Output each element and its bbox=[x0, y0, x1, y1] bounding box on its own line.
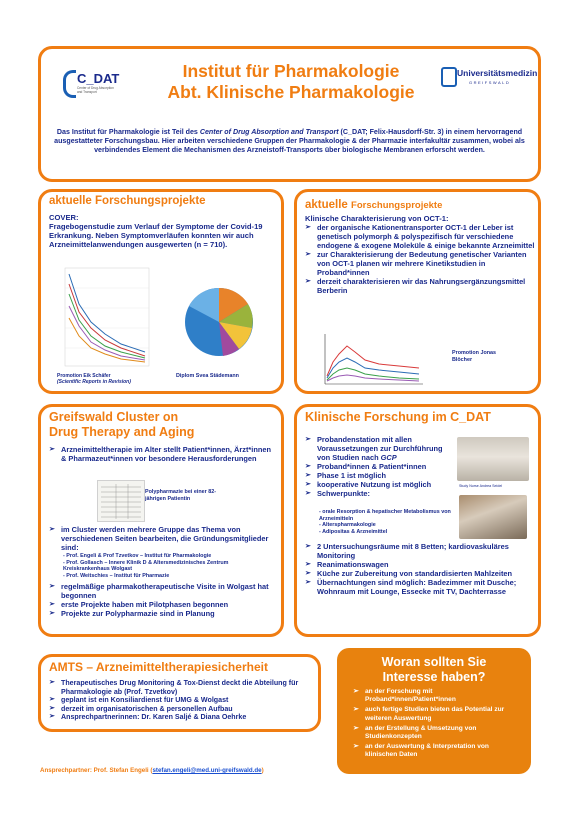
cdat-logo-sub: Center of Drug Absorption and Transport bbox=[77, 86, 114, 94]
umg-logo-sub: GREIFSWALD bbox=[469, 80, 511, 85]
cluster-list-b bbox=[49, 525, 277, 552]
clinical-item-9: ➢ Übernachtungen sind möglich: Badezimmer mit Dusche; Wohnraum mit Lounge, Essecke mit TV, Dachterrasse bbox=[305, 578, 535, 596]
interest-item-1 bbox=[353, 688, 523, 704]
clinical-sub-3: - Adipositas & Arzneimittel bbox=[319, 528, 388, 535]
cdat-logo bbox=[63, 64, 120, 104]
box-oct1 bbox=[294, 189, 541, 394]
oct1-heading: Klinische Charakterisierung von OCT-1: bbox=[305, 214, 449, 223]
cover-pie-chart bbox=[181, 284, 257, 360]
box-cover-title: aktuelle Forschungsprojekte bbox=[49, 195, 206, 207]
cluster-title-2: Drug Therapy and Aging bbox=[49, 425, 195, 439]
oct1-kinetics-svg bbox=[319, 332, 427, 388]
clinical-item-1-text: Probandenstation mit allen Voraussetzungen zur Durchführung von Studien nach bbox=[317, 435, 443, 462]
footer-contact bbox=[40, 767, 264, 774]
intro-text bbox=[53, 128, 526, 155]
polypharmacy-image bbox=[97, 480, 145, 522]
intro-italic: Center of Drug Absorption and Transport bbox=[199, 128, 339, 136]
box-cluster bbox=[38, 404, 284, 637]
clinical-sub-2: - Alterspharmakologie bbox=[319, 522, 376, 529]
amts-list bbox=[49, 679, 314, 722]
intro-part-1: Das Institut für Pharmakologie ist Teil des bbox=[56, 128, 200, 136]
interest-item-4 bbox=[353, 743, 523, 759]
photo-caption: Study Nurse Andrea Seidel bbox=[459, 484, 503, 488]
header-box bbox=[38, 46, 541, 182]
oct1-title-big: aktuelle bbox=[305, 199, 352, 211]
cluster-list-c bbox=[49, 582, 277, 618]
clinical-item-1-italic: GCP bbox=[380, 453, 397, 462]
clinical-item-1 bbox=[305, 435, 455, 462]
clinical-list-a bbox=[305, 435, 455, 498]
interest-arrow-icon: ➢ bbox=[353, 688, 359, 695]
clinical-item-4: ➢ kooperative Nutzung ist möglich bbox=[305, 480, 455, 489]
amts-item-3: ➢ derzeit im organisatorischen & personellen Aufbau bbox=[49, 705, 314, 714]
oct1-item-3: ➢ derzeit charakterisieren wir das Nahrungsergänzungsmittel Berberin bbox=[305, 277, 535, 295]
box-oct1-title bbox=[305, 195, 442, 213]
cluster-list-a bbox=[49, 445, 277, 463]
caption-left-italic: (Scientific Reports in Revision) bbox=[57, 379, 131, 385]
cover-pie-chart-svg bbox=[181, 284, 257, 360]
interest-title-1: Woran sollten Sie bbox=[381, 655, 487, 669]
amts-title: AMTS – Arzneimitteltherapiesicherheit bbox=[49, 660, 268, 674]
oct1-title-small: Forschungsprojekte bbox=[351, 200, 443, 211]
cover-caption-left bbox=[57, 373, 177, 385]
footer-email-link[interactable]: stefan.engeli@med.uni-greifswald.de bbox=[152, 767, 262, 774]
cluster-item-2: ➢ im Cluster werden mehrere Gruppe das Thema von verschiedenen Seiten bearbeiten, die Gründungsmitglieder sind: bbox=[49, 525, 277, 552]
title-line-2: Abt. Klinische Pharmakologie bbox=[167, 82, 415, 102]
clinical-sub-1: - orale Resorption & hepatischer Metabolismus von Arzneimitteln bbox=[319, 509, 451, 522]
cluster-item-4: ➢ erste Projekte haben mit Pilotphasen begonnen bbox=[49, 600, 277, 609]
box-amts bbox=[38, 654, 321, 732]
interest-item-3-text: an der Erstellung & Umsetzung von Studienkonzepten bbox=[365, 724, 477, 741]
clinical-title: Klinische Forschung im C_DAT bbox=[305, 410, 491, 424]
clinical-list-b bbox=[305, 542, 535, 596]
page-title bbox=[141, 61, 441, 103]
oct1-list bbox=[305, 223, 535, 295]
amts-item-1: ➢ Therapeutisches Drug Monitoring & Tox-Dienst deckt die Abteilung für Pharmakologie ab (Prof. Tzvetkov) bbox=[49, 679, 314, 696]
oct1-kinetics-chart bbox=[319, 332, 427, 388]
lounge-photo bbox=[459, 495, 527, 539]
cluster-item-1: ➢ Arzneimitteltherapie im Alter stellt Patient*innen, Ärzt*innen & Pharmazeut*innen vor besondere Herausforderungen bbox=[49, 445, 277, 463]
cover-text: Fragebogenstudie zum Verlauf der Symptome der Covid-19 Erkrankung. Neben Symptomverläufen konnten wir auch Arzneimittelanwendungen ausgewerten (n = 710). bbox=[49, 222, 263, 250]
interest-item-2-text: auch fertige Studien bieten das Potential zur weiteren Auswertung bbox=[365, 706, 505, 722]
footer-close: ) bbox=[261, 767, 264, 774]
member-2: - Prof. Gollasch – Innere Klinik D & Altersmedizinisches Zentrum Kreiskrankenhaus Wolgast bbox=[63, 559, 229, 573]
ward-photo bbox=[457, 437, 529, 481]
interest-title-2: Interesse haben? bbox=[382, 670, 486, 684]
amts-item-2: ➢ geplant ist ein Konsiliardienst für UMG & Wolgast bbox=[49, 696, 314, 705]
interest-arrow-icon: ➢ bbox=[353, 743, 359, 751]
member-1: - Prof. Engeli & Prof Tzvetkov – Institut für Pharmakologie bbox=[63, 553, 212, 559]
interest-box bbox=[337, 648, 531, 774]
footer-label: Ansprechpartner: Prof. Stefan Engeli ( bbox=[40, 767, 153, 774]
intro-part-2: (C_DAT; Felix-Hausdorff-Str. 3) in einem hervorragend ausgestatteter Forschungsbau. Hier arbeiten verschiedene Gruppen der Pharmakologie & der Pharmazie interfakultär zusammen, wobei als verbindendes Element die Mechanismen des Arzneistoff-Transports über biologische Membranen erforscht werden. bbox=[54, 128, 525, 154]
cover-line-chart-svg bbox=[55, 264, 153, 376]
cover-line-chart bbox=[55, 264, 153, 376]
cluster-item-3: ➢ regelmäßige pharmakotherapeutische Visite in Wolgast hat begonnen bbox=[49, 582, 277, 600]
umg-logo-text: Universitätsmedizin bbox=[457, 68, 538, 78]
umg-logo bbox=[441, 63, 538, 93]
oct1-caption: Promotion Jonas Blöcher bbox=[452, 350, 497, 363]
polypharmacy-table-svg bbox=[98, 481, 144, 521]
clinical-subs bbox=[305, 509, 455, 535]
interest-list bbox=[353, 688, 523, 760]
oct1-item-1: ➢ der organische Kationentransporter OCT-1 der Leber ist genetisch polymorph & polyspezifisch für verschiedene endogene & exogene Moleküle & einige bekannte Arzneimittel bbox=[305, 223, 535, 250]
clinical-item-5: ➢ Schwerpunkte: bbox=[305, 489, 455, 498]
interest-item-1-text: an der Forschung mit Proband*innen/Patient*innen bbox=[365, 688, 456, 704]
clinical-item-6: ➢ 2 Untersuchungsräume mit 8 Betten; kardiovaskuläres Monitoring bbox=[305, 542, 535, 560]
interest-arrow-icon: ➢ bbox=[353, 724, 359, 732]
polypharmacy-caption: Polypharmazie bei einer 82-jährigen Patientin bbox=[145, 489, 217, 502]
interest-arrow-icon: ➢ bbox=[353, 706, 359, 714]
cluster-title-1: Greifswald Cluster on bbox=[49, 410, 179, 424]
cluster-members bbox=[49, 553, 277, 579]
amts-item-4: ➢ Ansprechpartnerinnen: Dr. Karen Saljé & Diana Oehrke bbox=[49, 713, 314, 722]
interest-item-3 bbox=[353, 725, 523, 741]
cluster-title bbox=[49, 410, 194, 440]
clinical-item-8: ➢ Küche zur Zubereitung von standardisierten Mahlzeiten bbox=[305, 569, 535, 578]
box-clinical bbox=[294, 404, 541, 637]
cover-caption-right: Diplom Svea Städemann bbox=[176, 373, 239, 379]
interest-title bbox=[337, 655, 531, 685]
cover-heading: COVER: bbox=[49, 213, 79, 222]
umg-logo-mark bbox=[441, 67, 457, 87]
cluster-item-5: ➢ Projekte zur Polypharmazie sind in Planung bbox=[49, 609, 277, 618]
cdat-logo-text: C_DAT bbox=[77, 71, 120, 86]
box-cover bbox=[38, 189, 284, 394]
clinical-item-2: ➢ Proband*innen & Patient*innen bbox=[305, 462, 455, 471]
clinical-item-3: ➢ Phase 1 ist möglich bbox=[305, 471, 455, 480]
caption-left-name: Promotion Eik Schäfer bbox=[57, 373, 111, 379]
cdat-logo-mark bbox=[63, 70, 76, 98]
interest-item-4-text: an der Auswertung & Interpretation von klinischen Daten bbox=[365, 743, 489, 759]
title-line-1: Institut für Pharmakologie bbox=[182, 61, 400, 81]
interest-item-2 bbox=[353, 706, 523, 722]
clinical-item-7: ➢ Reanimationswagen bbox=[305, 560, 535, 569]
oct1-item-2: ➢ zur Charakterisierung der Bedeutung genetischer Varianten von OCT-1 planen wir mehrere Kinetikstudien in Proband*innen bbox=[305, 250, 535, 277]
member-3: - Prof. Weitschies – Institut für Pharmazie bbox=[63, 572, 170, 579]
